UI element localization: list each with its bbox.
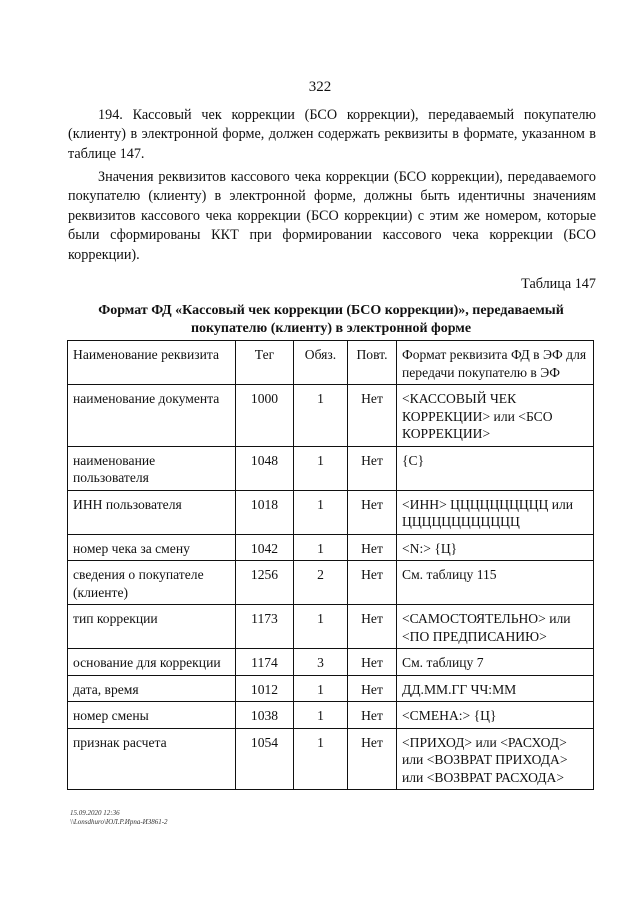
table-title-line2: покупателю (клиенту) в электронной форме [190, 321, 472, 336]
header-tag: Тег [236, 341, 294, 385]
cell-repeat: Нет [348, 534, 397, 561]
cell-format: См. таблицу 115 [397, 561, 594, 605]
cell-tag: 1018 [236, 490, 294, 534]
cell-tag: 1054 [236, 728, 294, 790]
table-row [68, 605, 594, 649]
cell-format: <КАССОВЫЙ ЧЕК КОРРЕКЦИИ> или <БСО КОРРЕКЦИИ> [397, 385, 594, 447]
cell-tag: 1256 [236, 561, 294, 605]
cell-tag: 1174 [236, 649, 294, 676]
table-row [68, 490, 594, 534]
cell-name: основание для коррекции [68, 649, 236, 676]
header-name: Наименование реквизита [68, 341, 236, 385]
table-title-line1: Формат ФД «Кассовый чек коррекции (БСО коррекции)», передаваемый [98, 303, 564, 318]
cell-required: 1 [294, 446, 348, 490]
cell-format: <САМОСТОЯТЕЛЬНО> или <ПО ПРЕДПИСАНИЮ> [397, 605, 594, 649]
cell-tag: 1173 [236, 605, 294, 649]
cell-name: номер чека за смену [68, 534, 236, 561]
footer-stamp [70, 809, 168, 827]
cell-tag: 1048 [236, 446, 294, 490]
footer-file-path: \\Lonsdhuro\ЮЛ.Р.Ирпа-ИЗ861-2 [70, 818, 168, 826]
cell-required: 3 [294, 649, 348, 676]
cell-name: признак расчета [68, 728, 236, 790]
cell-required: 1 [294, 534, 348, 561]
cell-format: <СМЕНА:> {Ц} [397, 702, 594, 729]
table-row [68, 728, 594, 790]
table-row [68, 675, 594, 702]
cell-name: дата, время [68, 675, 236, 702]
cell-repeat: Нет [348, 446, 397, 490]
table-row [68, 649, 594, 676]
cell-repeat: Нет [348, 675, 397, 702]
cell-name: наименование пользователя [68, 446, 236, 490]
cell-tag: 1042 [236, 534, 294, 561]
cell-format: См. таблицу 7 [397, 649, 594, 676]
cell-format: <ПРИХОД> или <РАСХОД> или <ВОЗВРАТ ПРИХОДА> или <ВОЗВРАТ РАСХОДА> [397, 728, 594, 790]
cell-required: 1 [294, 675, 348, 702]
page-number: 322 [308, 79, 332, 95]
table-label: Таблица 147 [521, 276, 596, 292]
cell-format: <ИНН> ЦЦЦЦЦЦЦЦЦЦ или ЦЦЦЦЦЦЦЦЦЦЦЦ [397, 490, 594, 534]
cell-format: ДД.ММ.ГГ ЧЧ:ММ [397, 675, 594, 702]
cell-tag: 1000 [236, 385, 294, 447]
paragraph-identity: Значения реквизитов кассового чека коррекции (БСО коррекции), передаваемого покупателю (клиенту) в электронной форме, должны быть идентичны значениям реквизитов кассового чека коррекции (БСО коррекции) с этим же номером, которые были сформированы ККТ при формировании кассового чека коррекции (БСО коррекции). [68, 169, 596, 263]
table-title [66, 302, 596, 338]
footer-timestamp: 15.09.2020 12:36 [70, 809, 120, 817]
cell-repeat: Нет [348, 728, 397, 790]
cell-repeat: Нет [348, 385, 397, 447]
header-required: Обяз. [294, 341, 348, 385]
paragraph-194: 194. Кассовый чек коррекции (БСО коррекции), передаваемый покупателю (клиенту) в электронной форме, должен содержать реквизиты в формате, указанном в таблице 147. [68, 107, 596, 162]
cell-name: номер смены [68, 702, 236, 729]
requisites-table [67, 340, 594, 790]
table-row [68, 702, 594, 729]
cell-repeat: Нет [348, 561, 397, 605]
table-row [68, 385, 594, 447]
cell-required: 1 [294, 728, 348, 790]
cell-required: 1 [294, 385, 348, 447]
cell-name: тип коррекции [68, 605, 236, 649]
header-repeat: Повт. [348, 341, 397, 385]
cell-name: ИНН пользователя [68, 490, 236, 534]
table-row [68, 534, 594, 561]
cell-required: 1 [294, 490, 348, 534]
table-row [68, 561, 594, 605]
cell-required: 1 [294, 605, 348, 649]
cell-tag: 1012 [236, 675, 294, 702]
cell-name: наименование документа [68, 385, 236, 447]
cell-required: 1 [294, 702, 348, 729]
table-row [68, 446, 594, 490]
cell-repeat: Нет [348, 649, 397, 676]
cell-required: 2 [294, 561, 348, 605]
cell-repeat: Нет [348, 605, 397, 649]
cell-format: <N:> {Ц} [397, 534, 594, 561]
cell-repeat: Нет [348, 702, 397, 729]
cell-format: {С} [397, 446, 594, 490]
header-format: Формат реквизита ФД в ЭФ для передачи покупателю в ЭФ [397, 341, 594, 385]
cell-name: сведения о покупателе (клиенте) [68, 561, 236, 605]
cell-tag: 1038 [236, 702, 294, 729]
cell-repeat: Нет [348, 490, 397, 534]
table-header-row [68, 341, 594, 385]
